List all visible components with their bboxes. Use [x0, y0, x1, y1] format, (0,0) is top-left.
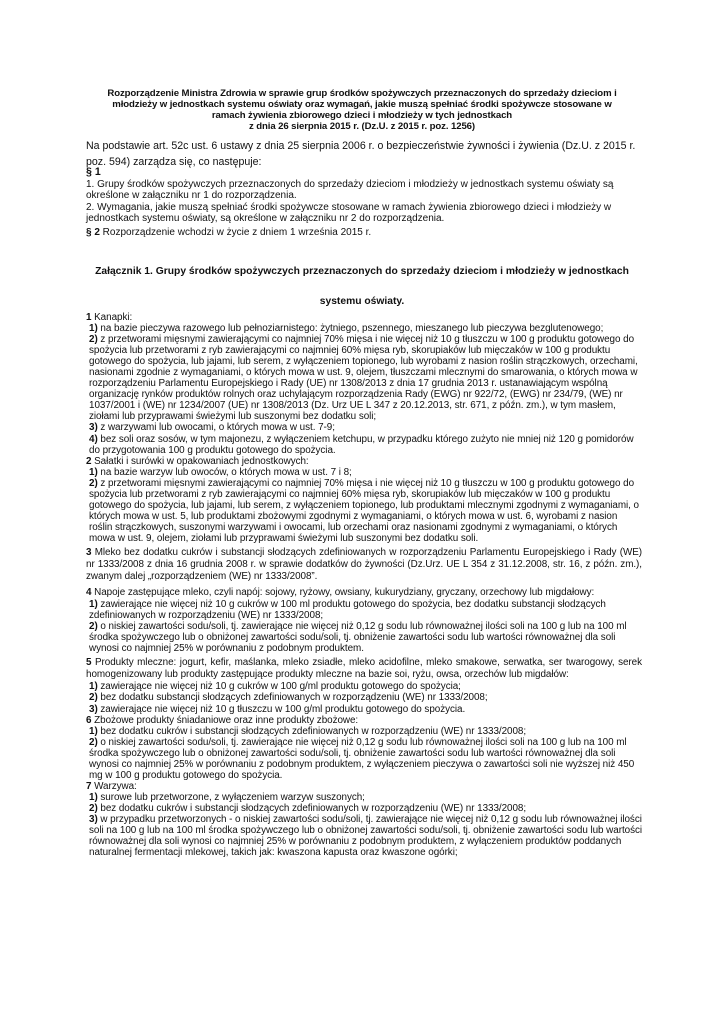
item-text: z przetworami mięsnymi zawierającymi co najmniej 70% mięsa i nie więcej niż 10 g tłuszczu w 100 g produktu gotowego do spożycia lub przetworami z ryb zawierającymi co najmniej 60% mięsa ryb, skorupiaków lub mięczaków w 100 g produktu gotowego do spożycia, lub jajami, lub serem, z wyłączeniem topionego, lub produktami mlecznymi zgodnymi z wymaganiami, o których mowa w ust. 5, lub produktami zbożowymi zgodnymi z wymaganiami, o których mowa w ust. 6, wyrobami z nasion roślin strączkowych, suszonymi warzywami i owocami, lub orzechami oraz nasionami zgodnymi z wymaganiami, o których mowa w ust. 9, olejem, ziołami lub przyprawami świeżymi lub suszonymi bez dodatku soli.	[89, 477, 640, 544]
paragraph-2-text: Rozporządzenie wchodzi w życie z dniem 1 września 2015 r.	[99, 226, 372, 238]
item-number: 1)	[89, 598, 98, 610]
item-text: z przetworami mięsnymi zawierającymi co najmniej 70% mięsa i nie więcej niż 10 g tłuszczu w 100 g produktu gotowego do spożycia lub przetworami z ryb zawierającymi co najmniej 60% mięsa ryb, skorupiaków lub mięczaków w 100 g produktu gotowego do spożycia, lub jajami, lub serem, z wyłączeniem topionego, lub wyrobami z nasion roślin strączkowych, orzechami, nasionami zgodnie z wymaganiami, o których mowa w ust. 9, olejem, tłuszczami mlecznymi do smarowania, o których mowa w rozporządzeniu Parlamentu Europejskiego i Rady (UE) nr 1308/2013 z dnia 17 grudnia 2013 r. ustanawiającym wspólną organizację rynków produktów rolnych oraz uchylającym rozporządzenia Rady (EWG) nr 922/72, (EWG) nr 234/79, (WE) nr 1037/2001 i (WE) nr 1234/2007 (UE) nr 1308/2013 (Dz. Urz UE L 347 z 20.12.2013, str. 671, z późn. zm.), w tym masłem, ziołami lub przyprawami świeżymi lub suszonymi bez dodatku soli;	[89, 334, 638, 423]
list-item	[86, 422, 642, 433]
title-line: młodzieży w jednostkach systemu oświaty oraz wymagań, jakie muszą spełniać środki spożywcze stosowane w	[112, 99, 612, 110]
group-label: Warzywa:	[91, 780, 137, 792]
item-number: 3)	[89, 703, 98, 715]
paragraph-1-item-1: 1. Grupy środków spożywczych przeznaczonych do sprzedaży dzieciom i młodzieży w jednostkach systemu oświaty są określone w załączniku nr 1 do rozporządzenia.	[86, 178, 614, 202]
group-label: Produkty mleczne: jogurt, kefir, maślanka, mleko zsiadłe, mleko acidofilne, mleko smakowe, serwatka, ser twarogowy, serek homogenizowany lub produkty zastępujące produkty mleczne na bazie soi, ryżu, owsa, orzechów lub migdałów:	[86, 657, 642, 681]
item-text: w przypadku przetworzonych - o niskiej zawartości sodu/soli, tj. zawierające nie więcej niż 0,12 g sodu lub równoważnej ilości soli na 100 g lub na 100 ml środka spożywczego lub o obniżonej zawartości sodu/soli, tj. obniżenie zawartości sodu lub wartości równoważnej dla soli wynosi co najmniej 25% w porównaniu z podobnym produktem, z wyłączeniem produktów poddanych naturalnej fermentacji mlekowej, takich jak: kwaszona kapusta oraz kwaszone ogórki;	[89, 814, 642, 859]
item-number: 2)	[89, 620, 98, 632]
list-item	[86, 621, 642, 654]
group-number: 5	[86, 657, 92, 669]
group-heading	[86, 781, 642, 792]
item-text: bez dodatku substancji słodzących zdefiniowanych w rozporządzeniu (WE) nr 1333/2008;	[97, 692, 488, 704]
annex-title	[60, 266, 664, 307]
item-number: 1)	[89, 466, 98, 478]
item-text: o niskiej zawartości sodu/soli, tj. zawierające nie więcej niż 0,12 g sodu lub równoważnej ilości soli na 100 g lub na 100 ml środka spożywczego lub o obniżonej zawartości sodu/soli, tj. obniżenie zawartości sodu lub wartości równoważnej dla soli wynosi co najmniej 25% w porównaniu z podobnym produktem, z wyłączeniem pieczywa o zawartości soli nie wyższej niż 450 mg w 100 g produktu gotowego do spożycia.	[89, 736, 635, 781]
item-text: o niskiej zawartości sodu/soli, tj. zawierające nie więcej niż 0,12 g sodu lub równoważnej ilości soli na 100 g lub na 100 ml środka spożywczego lub o obniżonej zawartości sodu/soli, tj. obniżenie zawartości sodu lub wartości równoważnej dla soli wynosi co najmniej 25% w porównaniu z podobnym produktem.	[89, 620, 627, 654]
item-number: 1)	[89, 791, 98, 803]
item-text: zawierające nie więcej niż 10 g tłuszczu w 100 g/ml produktu gotowego do spożycia.	[97, 703, 466, 715]
item-text: bez soli oraz sosów, w tym majonezu, z wyłączeniem ketchupu, w przypadku którego zużyto nie mniej niż 120 g pomidorów do przygotowania 100 g produktu gotowego do spożycia.	[89, 433, 634, 456]
group-number: 3	[86, 546, 92, 558]
title-line: ramach żywienia zbiorowego dzieci i młodzieży w tych jednostkach	[211, 110, 513, 121]
item-number: 2)	[89, 334, 98, 346]
group-number: 4	[86, 586, 92, 598]
group-text: Mleko bez dodatku cukrów i substancji słodzących zdefiniowanych w rozporządzeniu Parlamentu Europejskiego i Rady (WE) nr 1333/2008 z dnia 16 grudnia 2008 r. w sprawie dodatków do żywności (Dz.Urz. UE L 354 z 31.12.2008, str. 16, z późn. zm.), zwanym dalej „rozporządzeniem (WE) nr 1333/2008”.	[86, 546, 642, 583]
preamble-text: Na podstawie art. 52c ust. 6 ustawy z dnia 25 sierpnia 2006 r. o bezpieczeństwie żywności i żywienia (Dz.U. z 2015 r. poz. 594) zarządza się, co następuje:	[86, 140, 636, 168]
item-number: 2)	[89, 802, 98, 814]
group-number: 7	[86, 780, 92, 792]
group-heading	[86, 657, 642, 681]
regulation-title	[60, 88, 664, 132]
paragraph-1-mark: § 1	[86, 166, 101, 178]
list-item	[86, 323, 642, 334]
list-item	[86, 681, 642, 692]
group-number: 1	[86, 312, 92, 323]
item-number: 1)	[89, 323, 98, 335]
list-item	[86, 704, 642, 715]
group-paragraph	[86, 547, 642, 584]
item-text: surowe lub przetworzone, z wyłączeniem warzyw suszonych;	[97, 791, 365, 803]
list-item	[86, 792, 642, 803]
list-item	[86, 467, 642, 478]
item-text: bez dodatku cukrów i substancji słodzących zdefiniowanych w rozporządzeniu (WE) nr 1333/2008;	[97, 802, 527, 814]
item-number: 4)	[89, 433, 98, 445]
item-text: bez dodatku cukrów i substancji słodzących zdefiniowanych w rozporządzeniu (WE) nr 1333/2008;	[97, 725, 527, 737]
group-label: Zbożowe produkty śniadaniowe oraz inne produkty zbożowe:	[91, 714, 359, 726]
item-number: 2)	[89, 692, 98, 704]
list-item	[86, 803, 642, 814]
item-number: 3)	[89, 422, 98, 434]
item-number: 1)	[89, 725, 98, 737]
list-item	[86, 334, 642, 422]
list-item	[86, 814, 642, 858]
paragraph-2-mark: § 2	[86, 226, 100, 238]
title-line: Rozporządzenie Ministra Zdrowia w sprawie grup środków spożywczych przeznaczonych do sprzedaży dzieciom i	[107, 88, 617, 99]
item-text: zawierające nie więcej niż 10 g cukrów w 100 g/ml produktu gotowego do spożycia;	[97, 681, 461, 693]
group-label: Kanapki:	[91, 312, 133, 323]
annex-body	[86, 312, 642, 858]
list-item	[86, 478, 642, 544]
title-line: z dnia 26 sierpnia 2015 r. (Dz.U. z 2015 r. poz. 1256)	[248, 121, 476, 132]
paragraph-1	[86, 167, 646, 239]
group-heading	[86, 715, 642, 726]
list-item	[86, 726, 642, 737]
group-number: 6	[86, 714, 92, 726]
preamble	[86, 139, 642, 170]
group-heading	[86, 587, 642, 599]
item-text: z warzywami lub owocami, o których mowa w ust. 7-9;	[97, 422, 335, 434]
group-number: 2	[86, 455, 92, 467]
item-text: na bazie pieczywa razowego lub pełnoziarnistego: żytniego, pszennego, mieszanego lub pieczywa bezglutenowego;	[97, 323, 604, 335]
item-number: 2)	[89, 736, 98, 748]
item-text: zawierające nie więcej niż 10 g cukrów w 100 ml produktu gotowego do spożycia, bez dodatku substancji słodzących zdefiniowanych w rozporządzeniu (WE) nr 1333/2008;	[89, 598, 606, 621]
item-number: 2)	[89, 477, 98, 489]
paragraph-2	[86, 227, 646, 239]
item-number: 1)	[89, 681, 98, 693]
list-item	[86, 737, 642, 781]
annex-title-line: Załącznik 1. Grupy środków spożywczych przeznaczonych do sprzedaży dzieciom i młodzieży w jednostkach	[95, 266, 629, 277]
item-number: 3)	[89, 814, 98, 825]
annex-title-line: systemu oświaty.	[319, 296, 405, 307]
group-label: Sałatki i surówki w opakowaniach jednostkowych:	[91, 455, 309, 467]
group-heading	[86, 456, 642, 467]
paragraph-1-item-2: 2. Wymagania, jakie muszą spełniać środki spożywcze stosowane w ramach żywienia zbiorowego dzieci i młodzieży w jednostkach systemu oświaty, są określone w załączniku nr 2 do rozporządzenia.	[86, 201, 612, 225]
group-label: Napoje zastępujące mleko, czyli napój: sojowy, ryżowy, owsiany, kukurydziany, gryczany, orzechowy lub migdałowy:	[91, 586, 595, 598]
list-item	[86, 692, 642, 703]
item-text: na bazie warzyw lub owoców, o których mowa w ust. 7 i 8;	[97, 466, 352, 478]
list-item	[86, 434, 642, 456]
list-item	[86, 599, 642, 621]
group-heading	[86, 312, 642, 323]
